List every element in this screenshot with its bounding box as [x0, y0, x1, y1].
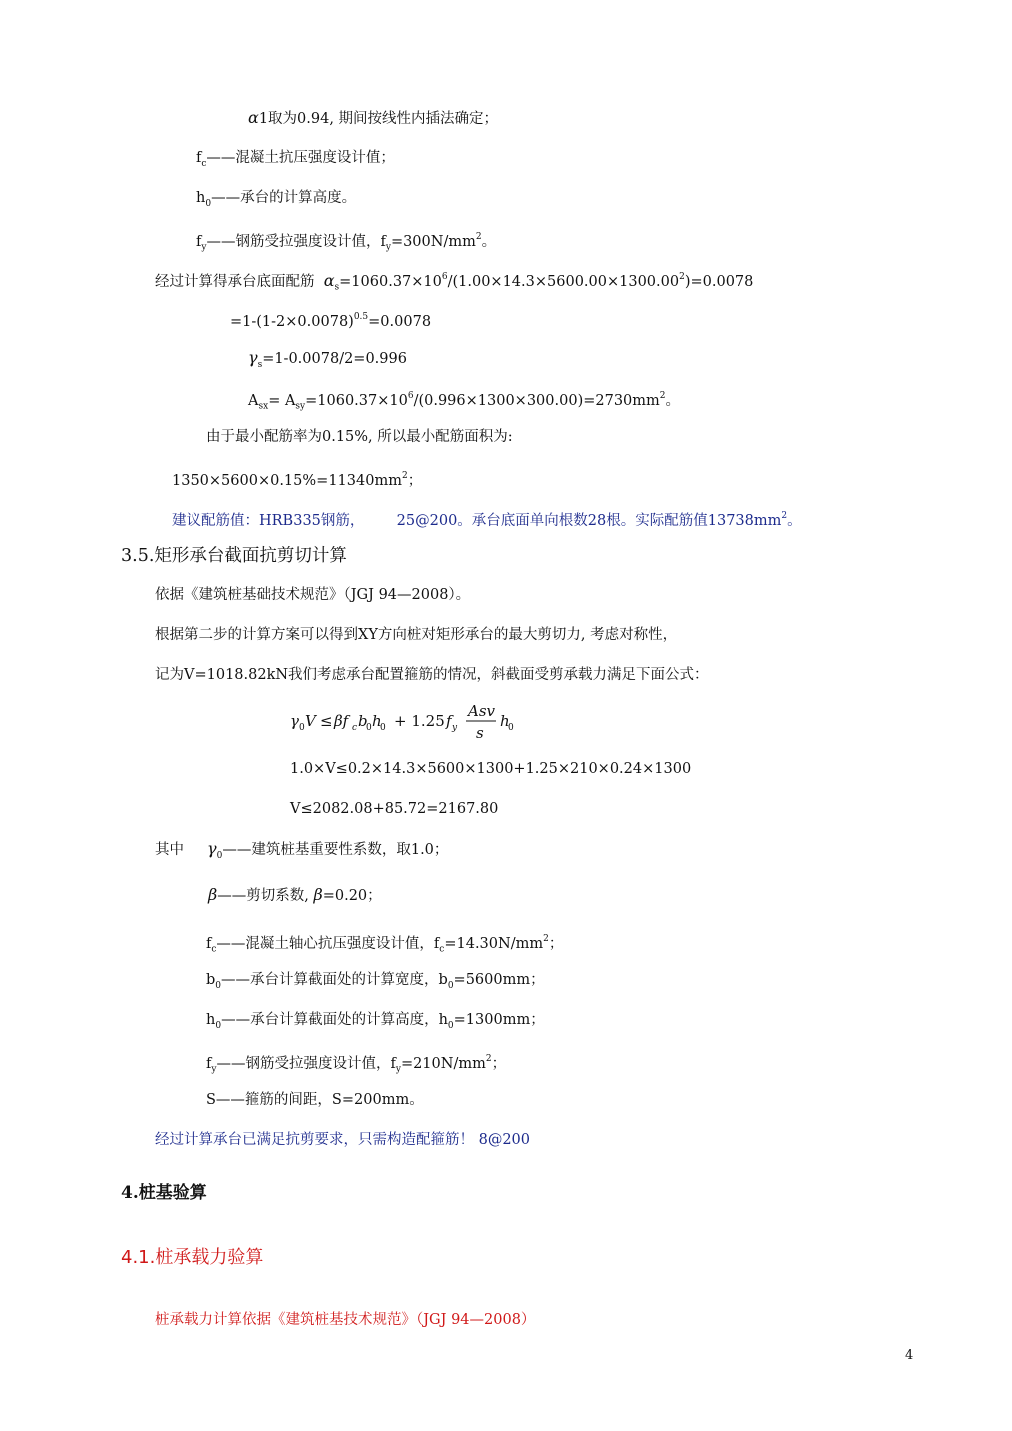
- svg-text:0: 0: [299, 723, 305, 733]
- line-h0-section-def: $h_0——$承台计算截面处的计算高度，$h_0=1300mm$；: [206, 1012, 545, 1031]
- line-gamma0-def: 其中 $\gamma_0——$建筑桩基重要性系数，取1.0；: [155, 839, 449, 861]
- line-xi-calc: $=1-(1-2\times 0.0078)^{0.5}=0.0078$: [230, 312, 432, 330]
- line-basis: 依据《建筑桩基础技术规范》（JGJ 94—2008）。: [155, 587, 471, 603]
- svg-text:γ: γ: [290, 712, 299, 730]
- svg-text:f: f: [446, 712, 452, 730]
- svg-text:h: h: [372, 712, 382, 730]
- line-shear-result: V≤2082.08+85.72=2167.80: [290, 801, 499, 817]
- beta-symbol: β: [313, 885, 323, 904]
- line-alpha-s-calc: 经过计算得承台底面配筋 $\alpha_s=1060.37\times 10^6/(1.00\times 14.3\times 5600.00\times 1300.00^2)=0.0078$: [155, 270, 754, 293]
- line-beta-def: β——剪切系数, β=0.20；: [208, 885, 382, 904]
- svg-text:≤: ≤: [320, 712, 333, 730]
- gamma-symbol: γ: [207, 839, 217, 858]
- line-fy-shear-def: $f_y——$钢筋受拉强度设计值，$f_y=210N/mm^2$；: [206, 1054, 507, 1075]
- line-suggestion: 建议配筋值：HRB335钢筋， 25@200。承台底面单向根数28根。实际配筋值$13738mm^2$。: [172, 511, 802, 529]
- section-heading-4: 4.桩基验算: [121, 1183, 207, 1203]
- svg-text:+ 1.25: + 1.25: [394, 712, 445, 730]
- line-pile-basis: 桩承载力计算依据《建筑桩基技术规范》（JGJ 94—2008）: [155, 1312, 536, 1328]
- line-b0-def: $b_0——$承台计算截面处的计算宽度，$b_0=5600mm$；: [206, 972, 545, 991]
- svg-text:βf: βf: [334, 712, 349, 730]
- alpha-symbol: α: [248, 108, 259, 127]
- line-fc-axial-def: $f_c——$混凝土轴心抗压强度设计值，$f_c=14.30N/mm^2$；: [206, 934, 564, 955]
- svg-text:h: h: [500, 712, 510, 730]
- svg-text:V: V: [305, 712, 316, 730]
- line-shear-substitution: 1.0×V≤0.2×14.3×5600×1300+1.25×210×0.24×1300: [290, 761, 692, 777]
- line-h0-def: $h_0——$承台的计算高度。: [196, 190, 357, 209]
- alpha-symbol: α: [323, 270, 335, 290]
- beta-symbol: β: [208, 885, 218, 904]
- line-alpha1: α1取为0.94, 期间按线性内插法确定；: [248, 108, 499, 127]
- line-scheme: 根据第二步的计算方案可以得到XY方向桩对矩形承台的最大剪切力, 考虑对称性，: [155, 627, 678, 643]
- svg-text:0: 0: [380, 723, 386, 733]
- shear-formula: [290, 696, 550, 746]
- svg-text:Asv: Asv: [468, 702, 496, 720]
- svg-text:0: 0: [508, 723, 514, 733]
- svg-text:c: c: [352, 723, 358, 733]
- line-fy-def: $f_y——$钢筋受拉强度设计值，$f_y=300N/mm^2$。: [196, 232, 497, 253]
- gamma-symbol: γ: [248, 348, 258, 367]
- line-as-calc: $A_{sx}= A_{sy}=1060.37\times 10^6/(0.996\times 1300\times 300.00)=2730mm^2$。: [248, 391, 681, 412]
- section-heading-4-1: 4.1.桩承载力验算: [121, 1247, 264, 1268]
- line-min-area: $1350\times 5600\times 0.15\%=11340mm^2$；: [172, 471, 423, 489]
- line-gamma-s-calc: $\gamma_s=1-0.0078/2=0.996$: [248, 348, 407, 370]
- svg-text:y: y: [452, 723, 458, 733]
- line-shear-v: 记为V=1018.82kN我们考虑承台配置箍筋的情况，斜截面受剪承载力满足下面公式：: [155, 667, 709, 683]
- svg-text:0: 0: [366, 723, 372, 733]
- line-fc-def: $f_c——$混凝土抗压强度设计值；: [196, 150, 395, 169]
- line-shear-conclusion: 经过计算承台已满足抗剪要求，只需构造配箍筋！ 8@200: [155, 1132, 531, 1148]
- page-number: 4: [905, 1348, 914, 1363]
- section-heading-3-5: 3.5.矩形承台截面抗剪切计算: [121, 546, 347, 566]
- svg-text:b: b: [358, 712, 368, 730]
- line-stirrup-spacing: S——箍筋的间距，S=200mm。: [206, 1092, 424, 1108]
- svg-text:s: s: [476, 724, 484, 742]
- line-min-ratio: 由于最小配筋率为0.15%, 所以最小配筋面积为:: [206, 429, 513, 445]
